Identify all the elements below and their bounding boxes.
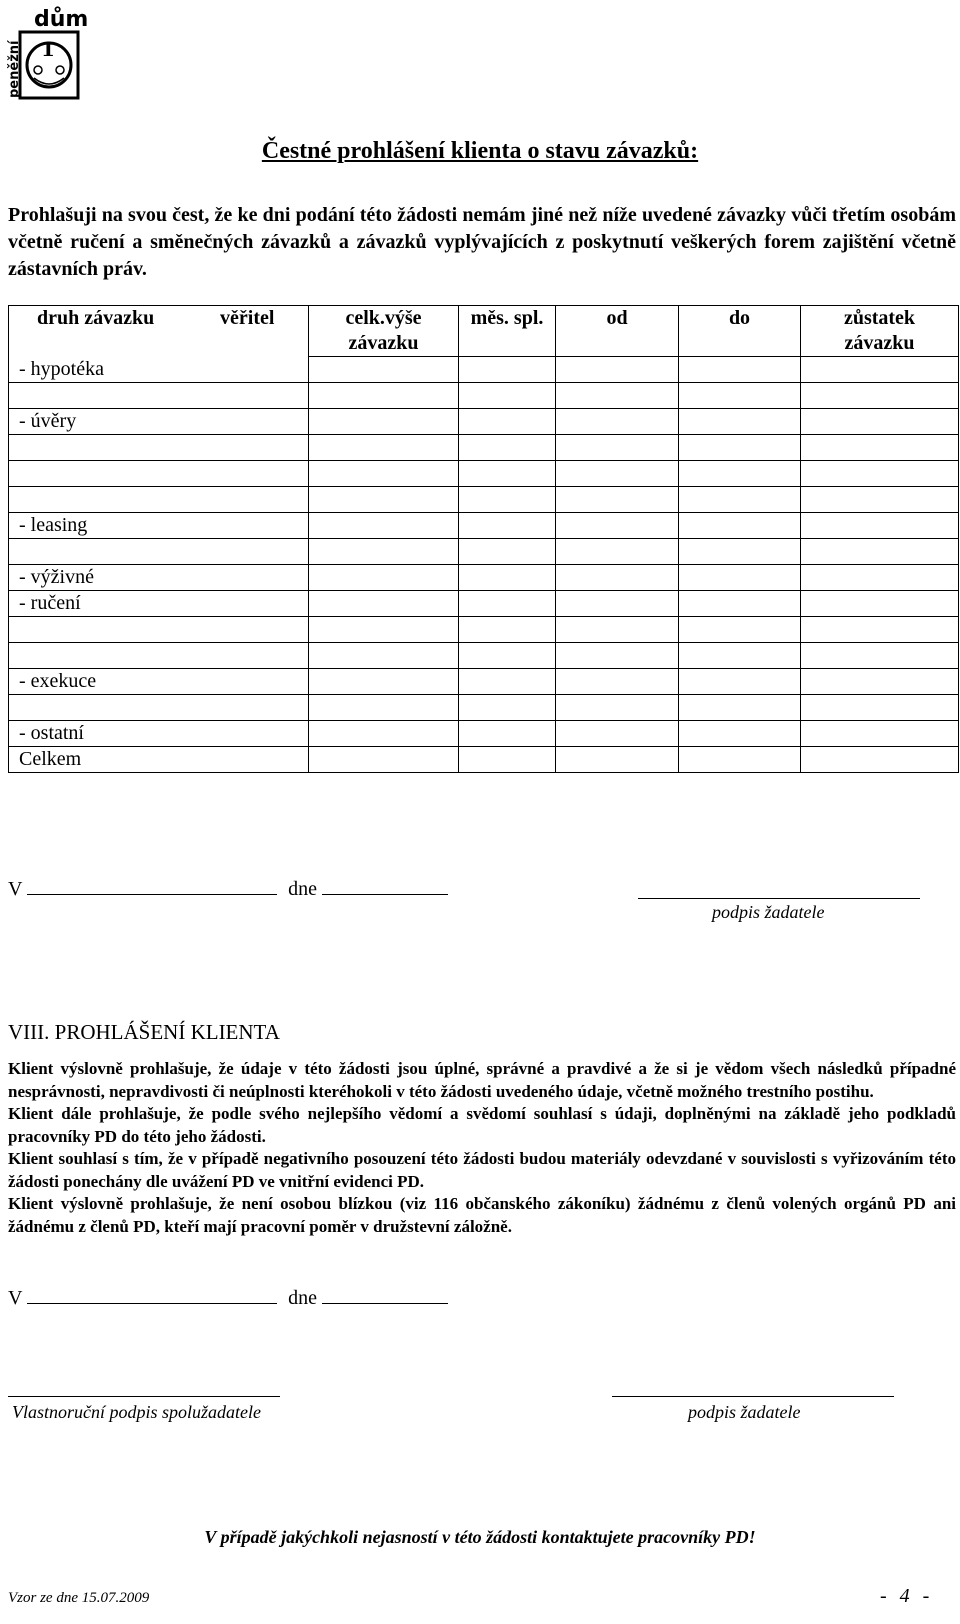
section8-body bbox=[8, 1058, 956, 1238]
header-zustatek-2: závazku bbox=[801, 331, 959, 357]
table-header-row bbox=[9, 331, 959, 357]
table-row bbox=[9, 695, 959, 721]
row-label-vyzivne: - výživné bbox=[9, 565, 187, 591]
header-zustatek-1: zůstatek bbox=[801, 306, 959, 332]
row-label-leasing: - leasing bbox=[9, 513, 187, 539]
applicant-signature-label-1: podpis žadatele bbox=[712, 902, 825, 922]
row-label-exekuce: - exekuce bbox=[9, 669, 187, 695]
declaration-intro: Prohlašuji na svou čest, že ke dni podání této žádosti nemám jiné než níže uvedené závazky vůči třetím osobám včetně ručení a směnečných závazků a závazků vyplývajících z poskytnutí veškerých forem zajištění včetně zástavních práv. bbox=[8, 204, 956, 280]
applicant-signature-line-1[interactable] bbox=[638, 898, 920, 899]
section8-paragraph: Klient výslovně prohlašuje, že údaje v této žádosti jsou úplné, správné a pravdivé a že si je vědom všech následků případné nesprávnosti, nepravdivosti či neúplnosti kteréhokoli v této žádosti uvedeného údaje, včetně možného trestního postihu. bbox=[8, 1059, 956, 1101]
section8-paragraph: Klient souhlasí s tím, že v případě negativního posouzení této žádosti budou materiály odevzdané v souvislosti s vyřizováním této žádosti ponechány dle uvážení PD ve vnitřní evidenci PD. bbox=[8, 1149, 956, 1191]
place-field[interactable] bbox=[27, 876, 277, 895]
table-row bbox=[9, 565, 959, 591]
table-row bbox=[9, 461, 959, 487]
place-label: V bbox=[8, 1287, 23, 1309]
company-logo bbox=[4, 4, 89, 100]
section8-paragraph: Klient výslovně prohlašuje, že není osobou blízkou (viz 116 občanského zákoníku) žádnému z členů volených orgánů PD ani žádnému z členů PD, kteří mají pracovní poměr v družstevní záložně. bbox=[8, 1194, 956, 1236]
table-row bbox=[9, 617, 959, 643]
place-date-line-1 bbox=[8, 876, 448, 901]
logo-word-penezni: peněžní bbox=[7, 40, 22, 98]
table-row bbox=[9, 357, 959, 383]
table-row bbox=[9, 487, 959, 513]
table-row bbox=[9, 435, 959, 461]
logo-number: 1 bbox=[41, 37, 55, 61]
row-label-uvery: - úvěry bbox=[9, 409, 187, 435]
header-do: do bbox=[679, 306, 801, 332]
table-header-row bbox=[9, 306, 959, 332]
place-date-line-2 bbox=[8, 1285, 448, 1310]
section8-paragraph: Klient dále prohlašuje, že podle svého nejlepšího vědomí a svědomí souhlasí s údaji, doplněnými na základě jeho podkladů pracovníky PD do této jeho žádosti. bbox=[8, 1104, 956, 1146]
logo-word-dum: dům bbox=[34, 7, 89, 32]
declaration-title: Čestné prohlášení klienta o stavu závazků: bbox=[261, 138, 699, 164]
footer-note: V případě jakýchkoli nejasností v této žádosti kontaktujete pracovníky PD! bbox=[204, 1527, 756, 1547]
table-row bbox=[9, 591, 959, 617]
place-label: V bbox=[8, 878, 23, 900]
applicant-signature-label-2: podpis žadatele bbox=[688, 1402, 801, 1422]
table-row bbox=[9, 513, 959, 539]
date-field[interactable] bbox=[322, 876, 448, 895]
place-field[interactable] bbox=[27, 1285, 277, 1304]
header-celk-2: závazku bbox=[309, 331, 459, 357]
row-label-ruceni: - ručení bbox=[9, 591, 187, 617]
footer-template-date: Vzor ze dne 15.07.2009 bbox=[8, 1590, 150, 1606]
header-druh: druh závazku bbox=[9, 306, 187, 332]
table-row bbox=[9, 643, 959, 669]
table-total-row bbox=[9, 747, 959, 773]
header-od: od bbox=[556, 306, 679, 332]
liabilities-table bbox=[8, 305, 959, 773]
row-label-ostatni: - ostatní bbox=[9, 721, 187, 747]
header-celk-1: celk.výše bbox=[309, 306, 459, 332]
table-row bbox=[9, 409, 959, 435]
date-field[interactable] bbox=[322, 1285, 448, 1304]
row-label-celkem: Celkem bbox=[9, 747, 187, 773]
date-label: dne bbox=[288, 878, 317, 900]
header-mes-spl: měs. spl. bbox=[459, 306, 556, 332]
co-applicant-signature-label: Vlastnoruční podpis spolužadatele bbox=[12, 1402, 261, 1422]
table-row bbox=[9, 383, 959, 409]
section8-title: VIII. PROHLÁŠENÍ KLIENTA bbox=[8, 1020, 280, 1044]
applicant-signature-line-2[interactable] bbox=[612, 1396, 894, 1397]
table-row bbox=[9, 721, 959, 747]
row-label-hypoteka: - hypotéka bbox=[9, 357, 187, 383]
page-number: - 4 - bbox=[880, 1585, 934, 1607]
table-row bbox=[9, 669, 959, 695]
date-label: dne bbox=[288, 1287, 317, 1309]
table-row bbox=[9, 539, 959, 565]
header-veritel: věřitel bbox=[187, 306, 309, 332]
co-applicant-signature-line[interactable] bbox=[8, 1396, 280, 1397]
